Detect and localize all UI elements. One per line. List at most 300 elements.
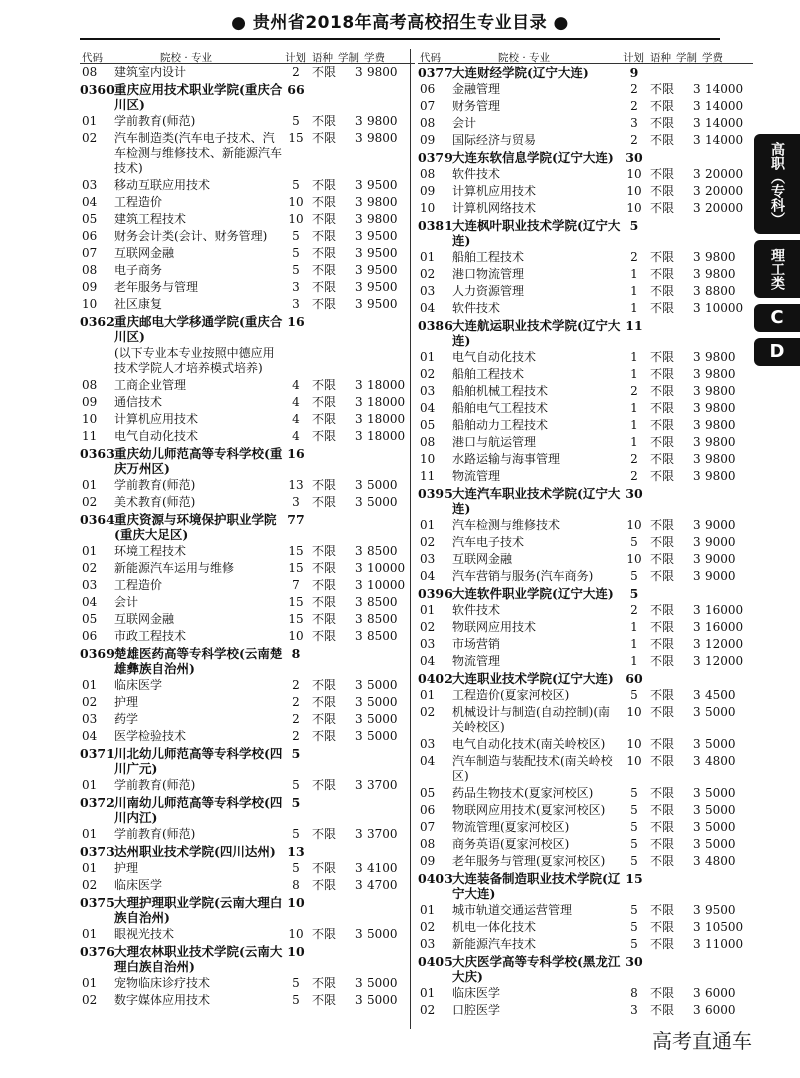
row-plan: 15 — [288, 561, 304, 575]
row-code: 0363 — [80, 446, 115, 461]
row-code: 05 — [420, 418, 436, 432]
row-code: 0369 — [80, 646, 115, 661]
row-language: 不限 — [650, 603, 675, 617]
row-name: 电气自动化技术(南关岭校区) — [452, 737, 606, 751]
row-name: 重庆邮电大学移通学院(重庆合川区) — [114, 314, 283, 344]
row-code: 11 — [420, 469, 436, 483]
row-plan: 5 — [630, 854, 638, 868]
page-header — [0, 0, 800, 46]
row-code: 0360 — [80, 82, 115, 97]
row-plan: 5 — [292, 114, 300, 128]
row-name: 汽车营销与服务(汽车商务) — [452, 569, 594, 583]
row-years: 3 — [355, 263, 363, 277]
side-tabs — [754, 134, 800, 372]
major-row — [418, 400, 753, 417]
major-row — [418, 853, 753, 870]
major-row — [418, 736, 753, 753]
row-name: 汽车制造与装配技术(南关岭校区) — [452, 754, 613, 783]
row-language: 不限 — [312, 976, 337, 990]
row-code: 01 — [420, 250, 436, 264]
major-row — [418, 936, 753, 953]
row-fee: 9800 — [705, 435, 736, 449]
row-name: 药品生物技术(夏家河校区) — [452, 786, 594, 800]
row-fee: 9800 — [705, 469, 736, 483]
tab-category[interactable]: 高职（专科） — [754, 134, 800, 234]
row-fee: 18000 — [367, 378, 406, 392]
row-years: 3 — [693, 201, 701, 215]
row-name: 大庆医学高等专科学校(黑龙江大庆) — [452, 954, 621, 984]
row-language: 不限 — [650, 469, 675, 483]
row-name: 电子商务 — [114, 263, 163, 277]
row-code: 01 — [82, 827, 98, 841]
row-fee: 5000 — [367, 695, 398, 709]
row-plan: 1 — [630, 418, 638, 432]
row-code: 02 — [420, 267, 436, 281]
row-code: 03 — [82, 712, 98, 726]
school-row — [418, 585, 753, 602]
row-name: 机电一体化技术 — [452, 920, 537, 934]
row-language: 不限 — [650, 688, 675, 702]
row-plan: 5 — [630, 903, 638, 917]
left-rows — [80, 64, 415, 1009]
row-code: 04 — [420, 654, 436, 668]
major-row — [80, 279, 415, 296]
row-years: 3 — [693, 569, 701, 583]
major-row — [418, 249, 753, 266]
row-fee: 11000 — [705, 937, 744, 951]
row-name: 计算机应用技术 — [452, 184, 537, 198]
major-row — [418, 349, 753, 366]
row-plan: 5 — [630, 920, 638, 934]
row-code: 10 — [82, 412, 98, 426]
row-plan: 5 — [292, 263, 300, 277]
row-fee: 9800 — [705, 267, 736, 281]
school-row — [80, 645, 415, 677]
row-language: 不限 — [650, 569, 675, 583]
row-years: 3 — [693, 937, 701, 951]
row-name: 机械设计与制造(自动控制)(南关岭校区) — [452, 705, 611, 734]
header-plan: 计划 — [285, 52, 306, 64]
row-code: 08 — [82, 263, 98, 277]
school-row — [418, 870, 753, 902]
row-language: 不限 — [312, 561, 337, 575]
row-plan: 2 — [292, 65, 300, 79]
row-plan: 5 — [630, 837, 638, 851]
row-language: 不限 — [312, 712, 337, 726]
row-name: 护理 — [114, 695, 139, 709]
row-code: 01 — [82, 927, 98, 941]
major-row — [80, 992, 415, 1009]
row-name: 新能源汽车运用与维修 — [114, 561, 235, 575]
row-name: 临床医学 — [114, 678, 163, 692]
row-language: 不限 — [312, 629, 337, 643]
row-code: 06 — [420, 803, 436, 817]
row-years: 3 — [355, 280, 363, 294]
row-code: 07 — [420, 820, 436, 834]
row-fee: 4500 — [705, 688, 736, 702]
row-name: 软件技术 — [452, 301, 501, 315]
row-name: 宠物临床诊疗技术 — [114, 976, 211, 990]
row-code: 04 — [420, 401, 436, 415]
row-years: 3 — [693, 552, 701, 566]
row-plan: 5 — [630, 535, 638, 549]
row-years: 3 — [355, 412, 363, 426]
row-fee: 18000 — [367, 395, 406, 409]
major-row — [418, 434, 753, 451]
row-code: 0364 — [80, 512, 115, 527]
major-row — [418, 902, 753, 919]
row-code: 03 — [420, 937, 436, 951]
row-years: 3 — [355, 578, 363, 592]
row-code: 06 — [82, 229, 98, 243]
major-row — [80, 245, 415, 262]
row-language: 不限 — [650, 786, 675, 800]
header-lang: 语种 — [650, 52, 671, 64]
row-code: 08 — [82, 378, 98, 392]
right-rows — [418, 64, 753, 1019]
row-plan: 4 — [292, 395, 300, 409]
school-row — [80, 511, 415, 543]
row-name: 会计 — [452, 116, 477, 130]
major-row — [418, 183, 753, 200]
row-name: 港口与航运管理 — [452, 435, 537, 449]
row-code: 01 — [420, 603, 436, 617]
row-plan: 5 — [292, 976, 300, 990]
row-years: 3 — [693, 250, 701, 264]
row-plan: 9 — [629, 65, 639, 80]
major-row — [418, 602, 753, 619]
header-school: 院校 · 专业 — [160, 52, 213, 64]
row-code: 07 — [82, 246, 98, 260]
row-plan: 2 — [630, 469, 638, 483]
school-row — [80, 445, 415, 477]
row-years: 3 — [693, 903, 701, 917]
row-code: 02 — [82, 695, 98, 709]
row-code: 01 — [420, 986, 436, 1000]
row-name: 老年服务与管理 — [114, 280, 199, 294]
row-code: 02 — [420, 705, 436, 719]
row-name: 港口物流管理 — [452, 267, 525, 281]
row-plan: 30 — [625, 486, 643, 501]
row-code: 07 — [420, 99, 436, 113]
row-name: 金融管理 — [452, 82, 501, 96]
row-fee: 14000 — [705, 133, 744, 147]
row-language: 不限 — [312, 412, 337, 426]
row-fee: 6000 — [705, 986, 736, 1000]
row-plan: 10 — [626, 518, 642, 532]
row-fee: 5000 — [367, 478, 398, 492]
major-row — [418, 802, 753, 819]
row-name: 物联网应用技术(夏家河校区) — [452, 803, 606, 817]
row-plan: 15 — [288, 131, 304, 145]
row-years: 3 — [693, 167, 701, 181]
row-name: 建筑室内设计 — [114, 65, 187, 79]
row-fee: 9800 — [705, 350, 736, 364]
row-name: 大连枫叶职业技术学院(辽宁大连) — [452, 218, 621, 248]
row-name: 工商企业管理 — [114, 378, 187, 392]
row-fee: 9800 — [367, 212, 398, 226]
row-code: 10 — [82, 297, 98, 311]
row-years: 3 — [693, 786, 701, 800]
row-code: 02 — [420, 1003, 436, 1017]
row-name: (以下专业本专业按照中德应用技术学院人才培养模式培养) — [114, 346, 275, 375]
row-code: 04 — [82, 729, 98, 743]
row-fee: 5000 — [705, 737, 736, 751]
major-row — [418, 200, 753, 217]
row-years: 3 — [355, 778, 363, 792]
row-language: 不限 — [650, 82, 675, 96]
row-language: 不限 — [312, 178, 337, 192]
row-name: 软件技术 — [452, 603, 501, 617]
row-plan: 1 — [630, 435, 638, 449]
row-fee: 10500 — [705, 920, 744, 934]
school-row — [80, 794, 415, 826]
row-name: 汽车检测与维修技术 — [452, 518, 561, 532]
row-name: 互联网金融 — [114, 246, 175, 260]
row-years: 3 — [355, 131, 363, 145]
row-name: 电气自动化技术 — [452, 350, 537, 364]
row-plan: 4 — [292, 378, 300, 392]
row-code: 01 — [82, 478, 98, 492]
row-name: 水路运输与海事管理 — [452, 452, 561, 466]
row-language: 不限 — [650, 518, 675, 532]
major-row — [80, 826, 415, 843]
row-code: 10 — [420, 452, 436, 466]
major-row — [418, 468, 753, 485]
row-name: 互联网金融 — [114, 612, 175, 626]
row-code: 04 — [420, 569, 436, 583]
row-code: 08 — [420, 116, 436, 130]
row-plan: 13 — [288, 478, 304, 492]
row-language: 不限 — [650, 301, 675, 315]
row-code: 03 — [420, 737, 436, 751]
row-code: 11 — [82, 429, 98, 443]
header-fee: 学费 — [702, 52, 723, 64]
row-years: 3 — [693, 986, 701, 1000]
row-fee: 9800 — [367, 114, 398, 128]
row-code: 01 — [420, 688, 436, 702]
row-fee: 5000 — [367, 927, 398, 941]
row-plan: 5 — [630, 820, 638, 834]
major-row — [418, 383, 753, 400]
row-name: 新能源汽车技术 — [452, 937, 537, 951]
major-row — [418, 266, 753, 283]
header-plan: 计划 — [623, 52, 644, 64]
row-language: 不限 — [650, 1003, 675, 1017]
row-name: 大连东软信息学院(辽宁大连) — [452, 150, 614, 165]
major-row — [418, 568, 753, 585]
school-row — [80, 313, 415, 345]
row-years: 3 — [355, 927, 363, 941]
row-name: 物流管理(夏家河校区) — [452, 820, 570, 834]
row-plan: 2 — [292, 729, 300, 743]
row-years: 3 — [693, 401, 701, 415]
row-years: 3 — [355, 544, 363, 558]
row-code: 03 — [420, 284, 436, 298]
row-code: 04 — [420, 754, 436, 768]
tab-subject[interactable]: 理工类 — [754, 240, 800, 298]
major-row — [80, 228, 415, 245]
row-language: 不限 — [650, 820, 675, 834]
row-name: 大连航运职业技术学院(辽宁大连) — [452, 318, 621, 348]
row-code: 04 — [82, 195, 98, 209]
row-fee: 9800 — [705, 384, 736, 398]
row-years: 3 — [693, 754, 701, 768]
major-row — [80, 113, 415, 130]
row-plan: 8 — [630, 986, 638, 1000]
row-fee: 9800 — [367, 131, 398, 145]
tab-batch-d[interactable]: D — [754, 338, 800, 366]
row-code: 09 — [420, 133, 436, 147]
row-fee: 9500 — [367, 280, 398, 294]
row-years: 3 — [693, 82, 701, 96]
row-code: 08 — [420, 167, 436, 181]
row-fee: 8800 — [705, 284, 736, 298]
row-name: 重庆幼儿师范高等专科学校(重庆万州区) — [114, 446, 283, 476]
row-years: 3 — [355, 595, 363, 609]
row-language: 不限 — [650, 986, 675, 1000]
major-row — [80, 611, 415, 628]
row-years: 3 — [355, 629, 363, 643]
watermark-text: 高考直通车 — [652, 1029, 752, 1053]
major-row — [418, 534, 753, 551]
page-title: ● 贵州省2018年高考高校招生专业目录 ● — [231, 13, 569, 33]
row-plan: 5 — [629, 586, 639, 601]
row-fee: 3700 — [367, 827, 398, 841]
right-column-header — [418, 49, 753, 64]
major-row — [418, 636, 753, 653]
major-row — [80, 130, 415, 177]
row-fee: 5000 — [705, 820, 736, 834]
row-years: 3 — [355, 993, 363, 1007]
row-years: 3 — [355, 478, 363, 492]
row-code: 06 — [420, 82, 436, 96]
major-row — [80, 860, 415, 877]
row-years: 3 — [355, 695, 363, 709]
row-fee: 16000 — [705, 603, 744, 617]
row-plan: 10 — [287, 944, 305, 959]
row-language: 不限 — [312, 429, 337, 443]
row-fee: 9000 — [705, 552, 736, 566]
row-code: 01 — [82, 976, 98, 990]
row-name: 数字媒体应用技术 — [114, 993, 211, 1007]
row-language: 不限 — [312, 544, 337, 558]
major-row — [80, 64, 415, 81]
major-row — [80, 543, 415, 560]
school-row — [418, 670, 753, 687]
row-plan: 2 — [630, 82, 638, 96]
right-column — [418, 49, 753, 1019]
row-fee: 9800 — [367, 65, 398, 79]
row-fee: 5000 — [367, 993, 398, 1007]
major-row — [80, 428, 415, 445]
row-years: 3 — [693, 688, 701, 702]
major-row — [80, 777, 415, 794]
row-fee: 10000 — [367, 578, 406, 592]
row-language: 不限 — [650, 435, 675, 449]
row-code: 01 — [420, 350, 436, 364]
row-fee: 4100 — [367, 861, 398, 875]
row-fee: 14000 — [705, 99, 744, 113]
row-plan: 11 — [625, 318, 643, 333]
row-years: 3 — [355, 861, 363, 875]
row-plan: 8 — [292, 878, 300, 892]
row-years: 3 — [693, 620, 701, 634]
major-row — [80, 677, 415, 694]
row-plan: 10 — [288, 195, 304, 209]
row-code: 06 — [82, 629, 98, 643]
row-language: 不限 — [650, 754, 675, 768]
major-row — [418, 517, 753, 534]
row-years: 3 — [355, 395, 363, 409]
row-language: 不限 — [650, 267, 675, 281]
row-plan: 30 — [625, 150, 643, 165]
row-name: 学前教育(师范) — [114, 114, 196, 128]
row-language: 不限 — [650, 99, 675, 113]
row-name: 重庆资源与环境保护职业学院(重庆大足区) — [114, 512, 277, 542]
row-fee: 8500 — [367, 544, 398, 558]
row-plan: 8 — [291, 646, 301, 661]
row-plan: 10 — [626, 201, 642, 215]
row-language: 不限 — [312, 395, 337, 409]
row-name: 物流管理 — [452, 469, 501, 483]
row-name: 财务会计类(会计、财务管理) — [114, 229, 268, 243]
header-years: 学制 — [338, 52, 359, 64]
school-row — [80, 745, 415, 777]
row-years: 3 — [693, 603, 701, 617]
row-fee: 9500 — [367, 178, 398, 192]
left-column — [80, 49, 415, 1009]
header-years: 学制 — [676, 52, 697, 64]
row-code: 09 — [82, 395, 98, 409]
row-fee: 10000 — [705, 301, 744, 315]
row-plan: 1 — [630, 654, 638, 668]
row-fee: 5000 — [367, 976, 398, 990]
row-years: 3 — [355, 561, 363, 575]
row-plan: 10 — [287, 895, 305, 910]
row-name: 物流管理 — [452, 654, 501, 668]
row-language: 不限 — [650, 250, 675, 264]
row-plan: 5 — [292, 827, 300, 841]
row-name: 国际经济与贸易 — [452, 133, 537, 147]
row-language: 不限 — [650, 452, 675, 466]
row-plan: 3 — [630, 1003, 638, 1017]
row-fee: 4800 — [705, 854, 736, 868]
row-plan: 3 — [630, 116, 638, 130]
tab-batch-c[interactable]: C — [754, 304, 800, 332]
row-fee: 20000 — [705, 167, 744, 181]
row-language: 不限 — [312, 280, 337, 294]
major-row — [418, 653, 753, 670]
row-language: 不限 — [650, 418, 675, 432]
row-fee: 9500 — [367, 229, 398, 243]
row-code: 01 — [82, 778, 98, 792]
school-row — [80, 943, 415, 975]
row-language: 不限 — [650, 367, 675, 381]
row-plan: 2 — [630, 133, 638, 147]
row-name: 社区康复 — [114, 297, 163, 311]
row-years: 3 — [693, 654, 701, 668]
row-years: 3 — [693, 116, 701, 130]
major-row — [418, 687, 753, 704]
row-language: 不限 — [650, 854, 675, 868]
row-language: 不限 — [312, 729, 337, 743]
row-plan: 1 — [630, 301, 638, 315]
row-name: 大连汽车职业技术学院(辽宁大连) — [452, 486, 621, 516]
row-fee: 6000 — [705, 1003, 736, 1017]
row-fee: 9000 — [705, 569, 736, 583]
row-name: 通信技术 — [114, 395, 163, 409]
